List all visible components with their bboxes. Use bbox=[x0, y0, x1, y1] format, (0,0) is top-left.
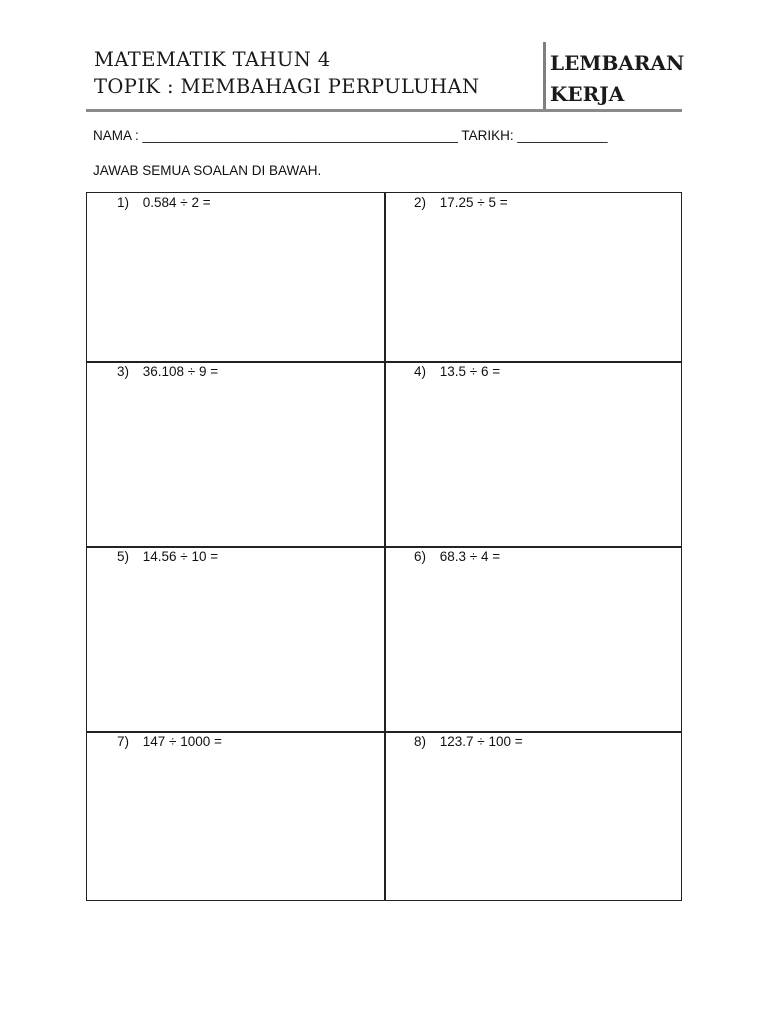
question-cell bbox=[414, 364, 500, 379]
name-field: __________________________________________ bbox=[142, 128, 458, 143]
header-title-block bbox=[94, 46, 479, 100]
question-text: 123.7 ÷ 100 = bbox=[439, 734, 523, 749]
question-number: 1) bbox=[117, 195, 130, 210]
question-cell bbox=[117, 364, 218, 379]
worksheet-label bbox=[550, 48, 684, 110]
question-text: 36.108 ÷ 9 = bbox=[142, 364, 219, 379]
subject-title: MATEMATIK TAHUN 4 bbox=[94, 48, 331, 71]
question-number: 3) bbox=[117, 364, 130, 379]
question-text: 13.5 ÷ 6 = bbox=[439, 364, 501, 379]
question-cell bbox=[414, 734, 523, 749]
date-label: TARIKH: bbox=[461, 128, 514, 143]
question-text: 147 ÷ 1000 = bbox=[142, 734, 222, 749]
question-cell bbox=[414, 195, 508, 210]
question-number: 5) bbox=[117, 549, 130, 564]
question-number: 6) bbox=[414, 549, 427, 564]
name-label: NAMA : bbox=[93, 128, 139, 143]
question-cell bbox=[117, 734, 222, 749]
grid-row-divider bbox=[87, 731, 681, 733]
question-cell bbox=[117, 195, 211, 210]
question-text: 0.584 ÷ 2 = bbox=[142, 195, 211, 210]
worksheet-label-line2: KERJA bbox=[550, 82, 625, 106]
question-text: 17.25 ÷ 5 = bbox=[439, 195, 508, 210]
grid-row-divider bbox=[87, 361, 681, 363]
header-divider bbox=[86, 109, 682, 112]
header-vertical-divider bbox=[543, 42, 546, 110]
question-number: 2) bbox=[414, 195, 427, 210]
question-cell bbox=[117, 549, 218, 564]
question-cell bbox=[414, 549, 500, 564]
grid-row-divider bbox=[87, 546, 681, 548]
question-text: 68.3 ÷ 4 = bbox=[439, 549, 501, 564]
question-grid bbox=[86, 192, 682, 901]
instruction-text: JAWAB SEMUA SOALAN DI BAWAH. bbox=[93, 163, 322, 178]
date-field: ____________ bbox=[517, 128, 608, 143]
question-number: 4) bbox=[414, 364, 427, 379]
student-info-line bbox=[93, 128, 608, 143]
worksheet-label-line1: LEMBARAN bbox=[550, 51, 685, 75]
question-number: 8) bbox=[414, 734, 427, 749]
question-number: 7) bbox=[117, 734, 130, 749]
topic-title: TOPIK : MEMBAHAGI PERPULUHAN bbox=[94, 75, 480, 98]
question-text: 14.56 ÷ 10 = bbox=[142, 549, 219, 564]
